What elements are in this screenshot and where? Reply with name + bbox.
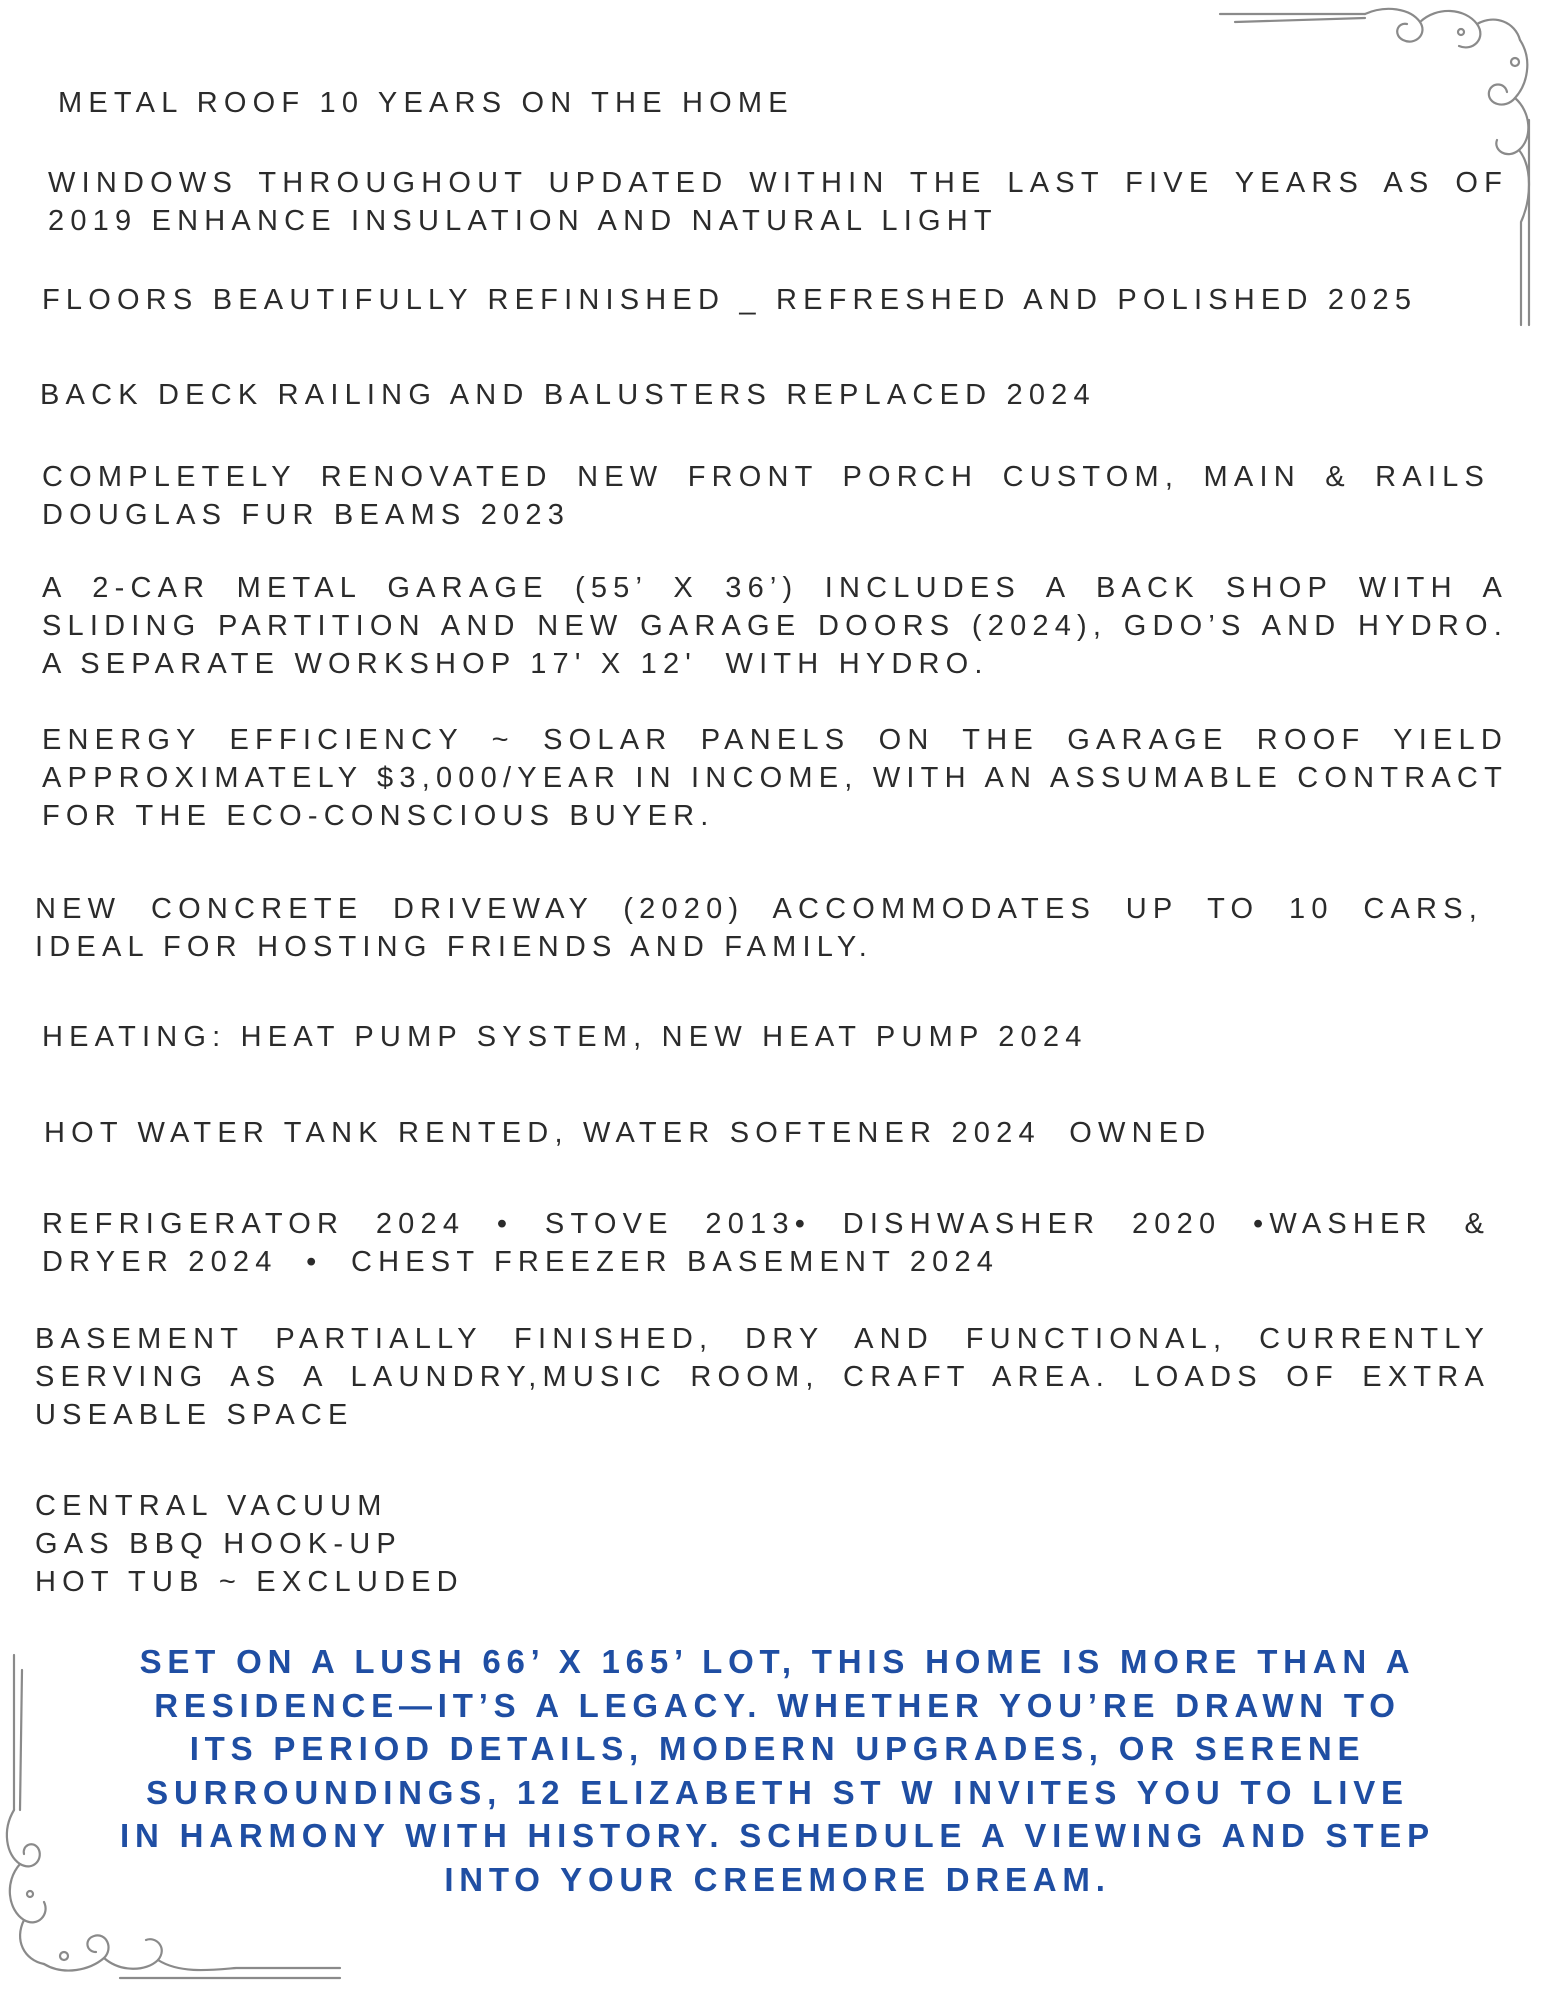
feature-heating: HEATING: HEAT PUMP SYSTEM, NEW HEAT PUMP 2024 [42, 1021, 1088, 1053]
feature-basement: BASEMENT PARTIALLY FINISHED, DRY AND FUNCTIONAL, CURRENTLY SERVING AS A LAUNDRY,MUSIC ROOM, CRAFT AREA. LOADS OF EXTRA USEABLE SPACE [35, 1323, 1505, 1431]
feature-garage: A 2-CAR METAL GARAGE (55’ X 36’) INCLUDES A BACK SHOP WITH A SLIDING PARTITION AND NEW GARAGE DOORS (2024), GDO’S AND HYDRO. A SEPARATE WORKSHOP 17' X 12' WITH HYDRO. [42, 572, 1523, 680]
feature-metal-roof: METAL ROOF 10 YEARS ON THE HOME [58, 87, 794, 119]
feature-floors: FLOORS BEAUTIFULLY REFINISHED _ REFRESHED AND POLISHED 2025 [42, 284, 1418, 316]
feature-front-porch: COMPLETELY RENOVATED NEW FRONT PORCH CUSTOM, MAIN & RAILS DOUGLAS FUR BEAMS 2023 [42, 461, 1505, 531]
feature-driveway: NEW CONCRETE DRIVEWAY (2020) ACCOMMODATES UP TO 10 CARS, IDEAL FOR HOSTING FRIENDS AND FAMILY. [35, 893, 1498, 963]
closing-statement: SET ON A LUSH 66’ X 165’ LOT, THIS HOME IS MORE THAN A RESIDENCE—IT’S A LEGACY. WHETHER YOU’RE DRAWN TO ITS PERIOD DETAILS, MODERN UPGRADES, OR SERENE SURROUNDINGS, 12 ELIZABETH ST W INVITES YOU TO LIVE IN HARMONY WITH HISTORY. SCHEDULE A VIEWING AND STEP INTO YOUR CREEMORE DREAM. [120, 1643, 1435, 1898]
feature-back-deck: BACK DECK RAILING AND BALUSTERS REPLACED 2024 [40, 379, 1096, 411]
feature-windows: WINDOWS THROUGHOUT UPDATED WITHIN THE LAST FIVE YEARS AS OF 2019 ENHANCE INSULATION AND NATURAL LIGHT [48, 167, 1523, 237]
feature-hot-water: HOT WATER TANK RENTED, WATER SOFTENER 2024 OWNED [44, 1117, 1212, 1149]
feature-extras-list: CENTRAL VACUUM GAS BBQ HOOK-UP HOT TUB ~ EXCLUDED [35, 1490, 464, 1598]
feature-appliances: REFRIGERATOR 2024 • STOVE 2013• DISHWASHER 2020 •WASHER & DRYER 2024 • CHEST FREEZER BASEMENT 2024 [42, 1208, 1505, 1278]
feature-solar-panels: ENERGY EFFICIENCY ~ SOLAR PANELS ON THE GARAGE ROOF YIELD APPROXIMATELY $3,000/YEAR IN INCOME, WITH AN ASSUMABLE CONTRACT FOR THE ECO-CONSCIOUS BUYER. [42, 724, 1523, 832]
